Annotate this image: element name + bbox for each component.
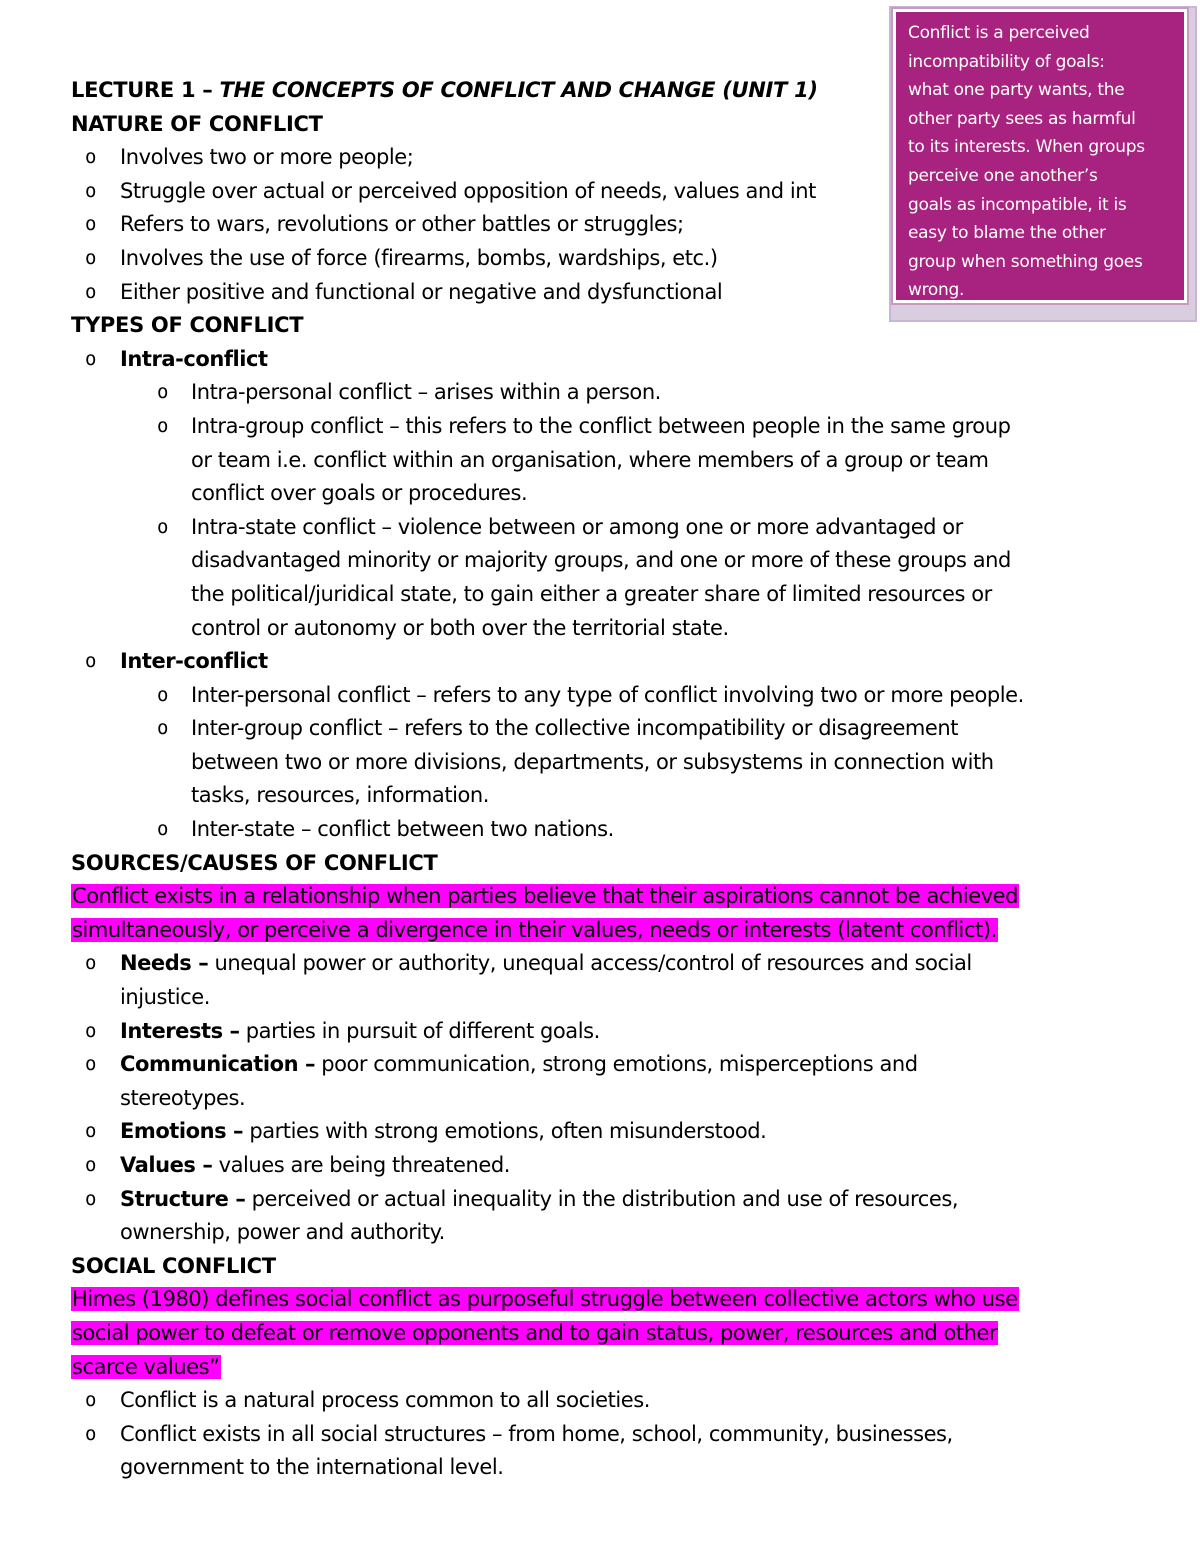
bullet-icon: o [85,146,97,169]
bullet-icon: o [85,213,97,236]
list-item-inter [71,645,1131,679]
bullet-icon: o [85,1120,97,1143]
section-title-social: SOCIAL CONFLICT [71,1253,276,1278]
section-title-nature: NATURE OF CONFLICT [71,111,323,136]
list-item-text: government to the international level. [120,1455,504,1480]
bullet-icon: o [85,1154,97,1176]
list-item [71,1418,1131,1452]
sub-list-item-text: Intra-personal conflict – arises within a person. [191,380,661,405]
list-item-term: Communication – [120,1052,315,1077]
intra-conflict-label: Intra-conflict [120,346,268,371]
bullet-icon: o [157,515,169,538]
list-item [71,1149,1131,1183]
list-item [71,1384,1131,1418]
sub-list-item-text: tasks, resources, information. [191,783,489,808]
list-item [71,1048,1131,1082]
bullet-icon: o [85,1053,97,1076]
list-item-text: unequal power or authority, unequal access/control of resources and social [208,951,972,976]
bullet-icon: o [85,1422,97,1445]
list-item [71,1115,1131,1149]
section-title-sources: SOURCES/CAUSES OF CONFLICT [71,850,438,875]
bullet-icon: o [85,650,97,673]
bullet-icon: o [85,1019,97,1042]
callout-line: other party sees as harmful [908,108,1136,129]
sub-list-item-text: between two or more divisions, departments, or subsystems in connection with [191,749,994,774]
bullet-icon: o [85,246,97,269]
sub-list-item-text: Intra-group conflict – this refers to the conflict between people in the same group [191,413,1011,438]
list-item-text: poor communication, strong emotions, misperceptions and [315,1052,918,1077]
highlight-text: simultaneously, or perceive a divergence in their values, needs or interests (latent conflict). [72,917,997,942]
bullet-icon: o [85,1187,97,1210]
sub-list-item-text: conflict over goals or procedures. [191,481,528,506]
sub-list-continuation [71,612,1131,646]
callout-line: group when something goes [908,251,1143,272]
section-title-types: TYPES OF CONFLICT [71,313,304,338]
sub-list-item-text: Inter-group conflict – refers to the collective incompatibility or disagreement [191,716,959,741]
list-item-continuation [71,1216,1131,1250]
callout-line: incompatibility of goals: [908,51,1105,72]
sub-list-item [71,813,1131,847]
bullet-icon: o [85,1389,97,1412]
list-item-text: values are being threatened. [212,1153,510,1177]
highlighted-definition [71,1317,1131,1351]
sub-list-continuation [71,578,1131,612]
list-item-intra [71,343,1131,377]
highlight-text: Conflict exists in a relationship when parties believe that their aspirations cannot be achieved [72,884,1019,909]
list-item-term: Values – [120,1153,213,1177]
list-item-text: Struggle over actual or perceived opposition of needs, values and int [120,178,816,203]
highlighted-definition [71,1351,1131,1385]
bullet-icon: o [157,683,169,706]
sub-list-item-text: Intra-state conflict – violence between or among one or more advantaged or [191,514,963,539]
list-item-text: parties with strong emotions, often misunderstood. [243,1119,767,1144]
callout-line: Conflict is a perceived [908,23,1090,43]
bullet-icon: o [157,381,169,404]
bullet-icon: o [85,280,97,303]
callout-line: easy to blame the other [908,223,1106,244]
highlight-text: Himes (1980) defines social conflict as purposeful struggle between collective actors who use [72,1287,1018,1312]
list-item [71,1015,1131,1049]
highlighted-definition [71,880,1131,914]
bullet-icon: o [85,179,97,202]
list-item-text: Involves two or more people; [120,145,414,170]
list-item [71,1183,1131,1217]
list-item-text: injustice. [120,985,210,1010]
highlighted-definition [71,914,1131,948]
inter-conflict-label: Inter-conflict [120,649,268,674]
list-item-term: Needs – [120,951,209,976]
highlight-text: social power to defeat or remove opponents and to gain status, power, resources and other [72,1320,998,1345]
list-item-text: stereotypes. [120,1085,246,1110]
bullet-icon: o [157,717,169,740]
callout-line: perceive one another’s [908,165,1098,186]
callout-box [893,9,1187,303]
list-item-text: perceived or actual inequality in the distribution and use of resources, [245,1186,959,1211]
sub-list-item-text: or team i.e. conflict within an organisation, where members of a group or team [191,447,989,472]
list-item-term: Emotions – [120,1119,244,1144]
list-item-continuation [71,1451,1131,1485]
sub-list-continuation [71,444,1131,478]
sub-list-continuation [71,544,1131,578]
bullet-icon: o [85,952,97,975]
bullet-icon: o [85,347,97,370]
list-item-term: Interests – [120,1018,240,1043]
sub-list-item-text: the political/juridical state, to gain either a greater share of limited resources or [191,581,992,606]
list-item-continuation [71,1082,1131,1116]
callout-line: to its interests. When groups [908,137,1145,158]
sub-list-item [71,511,1131,545]
callout-line: what one party wants, the [908,80,1125,101]
sub-list-continuation [71,779,1131,813]
list-item-text: Refers to wars, revolutions or other battles or struggles; [120,212,684,237]
sub-list-item [71,376,1131,410]
sub-list-item-text: Inter-state – conflict between two nations. [191,817,614,842]
highlight-text: scarce values” [72,1354,220,1379]
sub-list-item-text: disadvantaged minority or majority groups, and one or more of these groups and [191,548,1011,573]
list-item-continuation [71,981,1131,1015]
list-item-text: ownership, power and authority. [120,1220,445,1245]
list-item [71,947,1131,981]
list-item-text: parties in pursuit of different goals. [239,1018,600,1043]
list-item-text: Conflict exists in all social structures – from home, school, community, businesses, [120,1421,953,1446]
lecture-heading-prefix: LECTURE 1 – [71,78,220,102]
sub-list-item-text: control or autonomy or both over the territorial state. [191,615,729,640]
highlighted-definition [71,1283,1131,1317]
sub-list-item-text: Inter-personal conflict – refers to any type of conflict involving two or more people. [191,682,1024,707]
sub-list-item [71,410,1131,444]
bullet-icon: o [157,414,169,437]
sub-list-continuation [71,477,1131,511]
list-item-term: Structure – [120,1186,246,1211]
list-item-text: Involves the use of force (firearms, bombs, wardships, etc.) [120,245,718,270]
lecture-heading-title: THE CONCEPTS OF CONFLICT AND CHANGE (UNIT 1) [219,78,818,102]
sub-list-item [71,679,1131,713]
sub-list-continuation [71,746,1131,780]
list-item-text: Either positive and functional or negative and dysfunctional [120,279,723,304]
list-item-text: Conflict is a natural process common to all societies. [120,1388,650,1413]
bullet-icon: o [157,818,169,841]
callout-line: goals as incompatible, it is [908,194,1127,215]
callout-line: wrong. [908,280,965,301]
sub-list-item [71,712,1131,746]
